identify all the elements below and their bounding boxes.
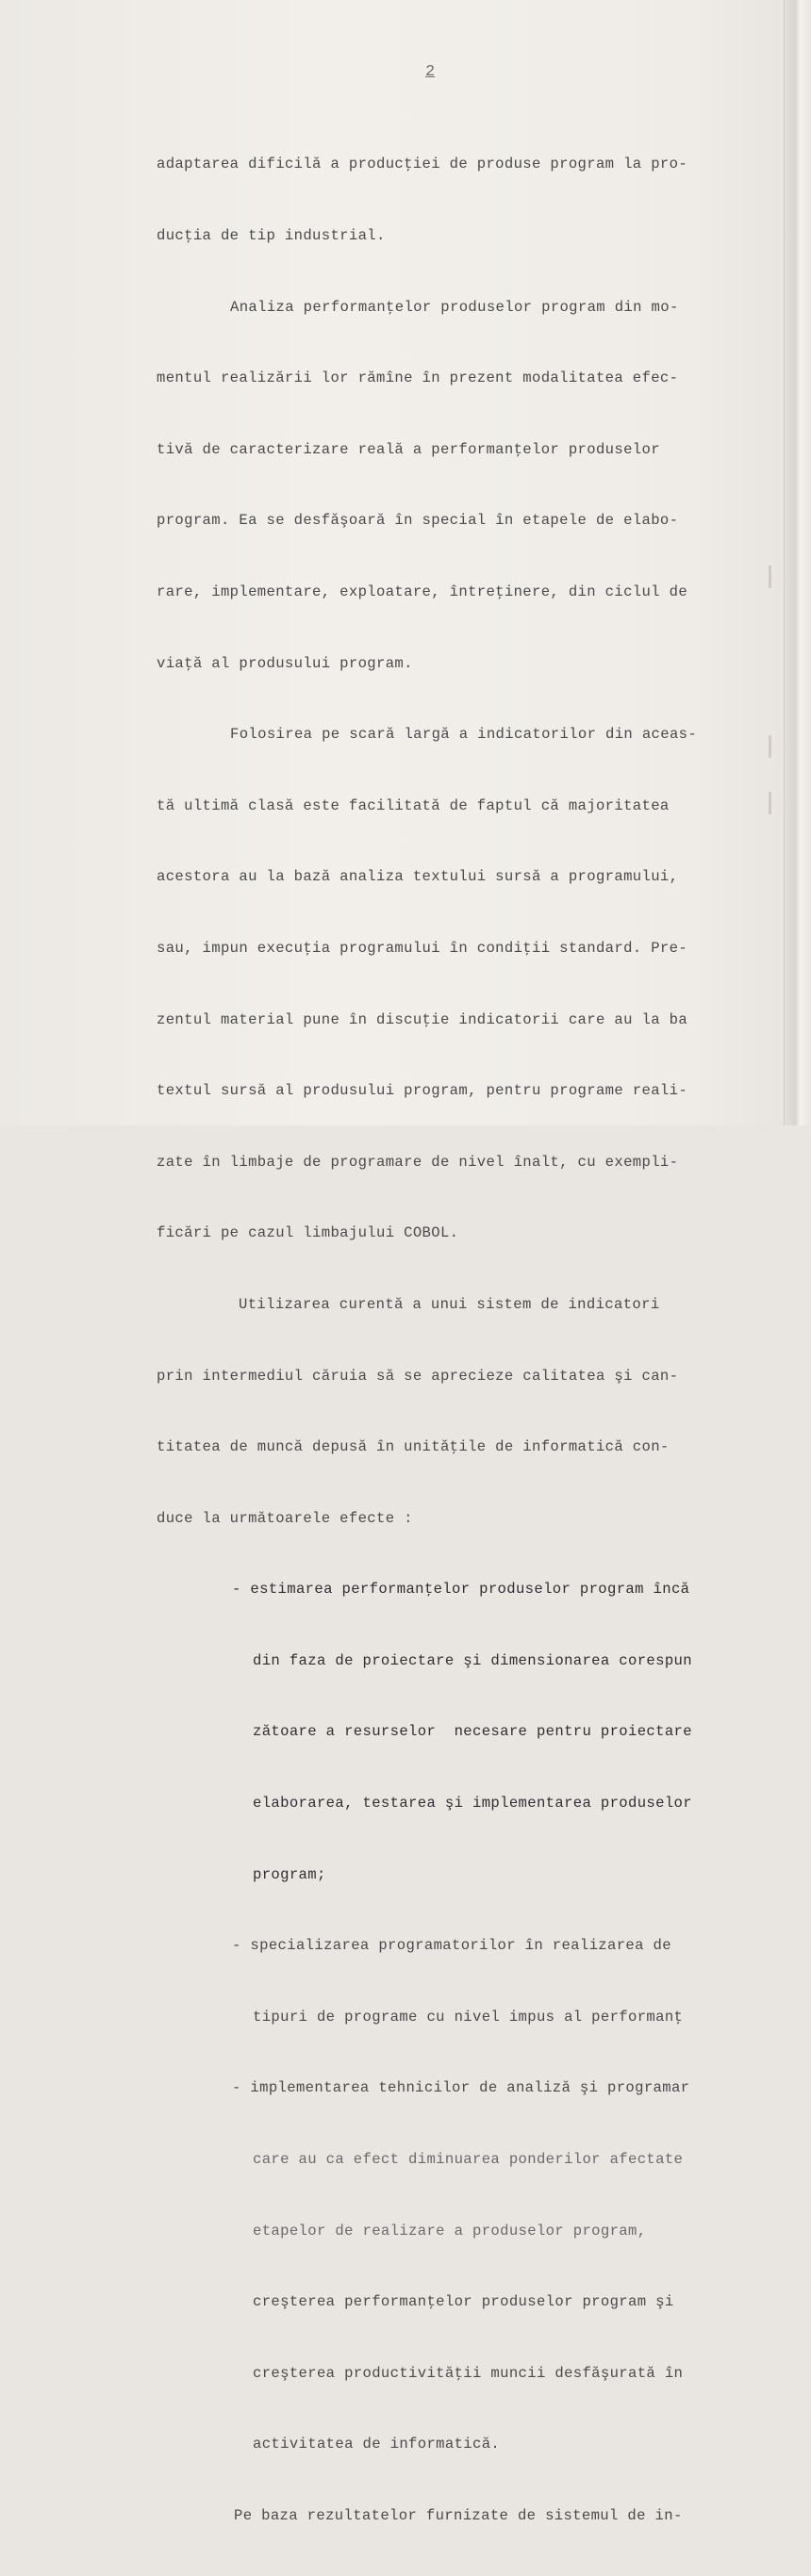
text-line: activitatea de informatică. — [253, 2436, 501, 2453]
text-line: Folosirea pe scară largă a indicatorilor din aceas- — [230, 726, 698, 744]
text-line: tivă de caracterizare reală a performanţelor produselor — [157, 440, 660, 458]
text-line: ficări pe cazul limbajului COBOL. — [157, 1224, 459, 1242]
text-line: mentul realizării lor rămîne în prezent modalitatea efec- — [157, 369, 679, 387]
text-line: care au ca efect diminuarea ponderilor afectate — [253, 2151, 684, 2169]
text-line: program. Ea se desfăşoară în special în etapele de elabo- — [157, 512, 679, 530]
text-line: program; — [253, 1865, 326, 1883]
text-line: sau, impun execuţia programului în condiţii standard. Pre- — [157, 939, 688, 957]
text-line: tipuri de programe cu nivel impus al performanţ — [253, 2008, 684, 2026]
text-line: Utilizarea curentă a unui sistem de indicatori — [239, 1295, 660, 1313]
body-text — [0, 106, 811, 2576]
text-line: adaptarea dificilă a producţiei de produse program la pro- — [157, 156, 688, 173]
text-line: titatea de muncă depusă în unităţile de informatică con- — [157, 1438, 670, 1456]
text-line: rare, implementare, exploatare, întreţinere, din ciclul de — [157, 582, 688, 600]
text-line: etapelor de realizare a produselor program, — [253, 2222, 647, 2240]
text-line: elaborarea, testarea şi implementarea produselor — [253, 1795, 692, 1813]
text-line: creşterea productivităţii muncii desfăşurată în — [253, 2364, 684, 2382]
list-item: - estimarea performanţelor produselor program încă — [232, 1581, 690, 1599]
list-item: - specializarea programatorilor în realizarea de — [232, 1937, 671, 1955]
text-line: zentul material pune în discuţie indicatorii care au la ba — [157, 1010, 688, 1028]
list-item: - implementarea tehnicilor de analiză şi programar — [232, 2079, 690, 2097]
text-line: din faza de proiectare şi dimensionarea corespun — [253, 1651, 692, 1669]
text-line: Pe baza rezultatelor furnizate de sistemul de in- — [234, 2507, 683, 2524]
text-line: Analiza performanţelor produselor program din mo- — [230, 298, 679, 316]
text-line: viaţă al produsului program. — [157, 654, 413, 672]
text-line: textul sursă al produsului program, pentru programe reali- — [157, 1082, 688, 1100]
text-line: prin intermediul căruia să se aprecieze calitatea şi can- — [157, 1367, 679, 1385]
text-line: zate în limbaje de programare de nivel înalt, cu exempli- — [157, 1153, 679, 1171]
text-line: acestora au la bază analiza textului sursă a programului, — [157, 868, 679, 886]
page-number: 2 — [425, 63, 436, 81]
text-line: creşterea performanţelor produselor program şi — [253, 2293, 674, 2311]
text-line: zătoare a resurselor necesare pentru proiectare — [253, 1723, 692, 1741]
text-line: ducţia de tip industrial. — [157, 227, 386, 244]
text-line: duce la următoarele efecte : — [157, 1509, 413, 1527]
text-line: tă ultimă clasă este facilitată de faptul că majoritatea — [157, 796, 670, 814]
